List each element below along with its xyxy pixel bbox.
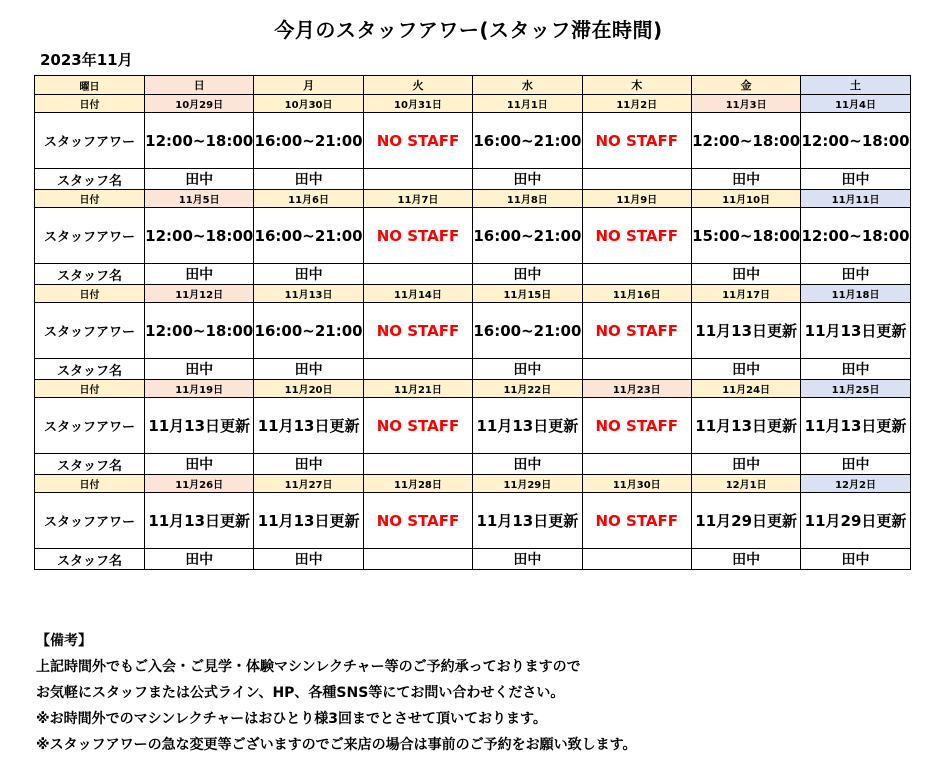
date-cell: 11月1日: [473, 95, 582, 113]
date-cell: 11月7日: [363, 190, 472, 208]
notes-section: [36, 628, 637, 758]
staff-cell: 田中: [473, 264, 582, 285]
hours-cell: 12:00~18:00: [145, 303, 254, 359]
staff-row-label: スタッフ名: [35, 549, 145, 570]
date-row-label: 日付: [35, 285, 145, 303]
hours-cell: NO STAFF: [363, 303, 472, 359]
staff-cell: 田中: [691, 549, 800, 570]
staff-cell: [582, 549, 691, 570]
hours-row: [35, 493, 911, 549]
notes-line: ※スタッフアワーの急な変更等ございますのでご来店の場合は事前のご予約をお願い致します。: [36, 737, 637, 753]
date-cell: 11月25日: [801, 380, 910, 398]
staff-cell: 田中: [801, 264, 910, 285]
hours-row: [35, 303, 911, 359]
hours-cell: 12:00~18:00: [691, 113, 800, 169]
date-cell: 11月29日: [473, 475, 582, 493]
staff-cell: [582, 169, 691, 190]
date-cell: 11月30日: [582, 475, 691, 493]
staff-cell: 田中: [691, 454, 800, 475]
date-cell: 11月4日: [801, 95, 910, 113]
date-cell: 11月13日: [254, 285, 363, 303]
staff-cell: 田中: [691, 264, 800, 285]
staff-cell: 田中: [145, 359, 254, 380]
staff-row-label: スタッフ名: [35, 264, 145, 285]
date-cell: 11月21日: [363, 380, 472, 398]
hours-cell: 16:00~21:00: [473, 208, 582, 264]
staff-row: [35, 169, 911, 190]
hours-cell: 12:00~18:00: [145, 113, 254, 169]
hours-cell: 11月13日更新: [145, 493, 254, 549]
notes-line: お気軽にスタッフまたは公式ライン、HP、各種SNS等にてお問い合わせください。: [36, 685, 565, 701]
hours-cell: 11月29日更新: [801, 493, 910, 549]
hours-cell: 11月13日更新: [473, 398, 582, 454]
hours-cell: NO STAFF: [363, 398, 472, 454]
staff-row-label: スタッフ名: [35, 454, 145, 475]
hours-cell: 11月13日更新: [145, 398, 254, 454]
hours-cell: 16:00~21:00: [473, 113, 582, 169]
hours-cell: NO STAFF: [582, 113, 691, 169]
date-cell: 10月31日: [363, 95, 472, 113]
date-row-label: 日付: [35, 380, 145, 398]
page-title: 今月のスタッフアワー(スタッフ滞在時間): [274, 18, 663, 42]
date-cell: 11月6日: [254, 190, 363, 208]
hours-cell: 11月13日更新: [691, 398, 800, 454]
staff-cell: 田中: [254, 549, 363, 570]
hours-cell: 12:00~18:00: [145, 208, 254, 264]
staff-cell: [363, 264, 472, 285]
date-cell: 11月20日: [254, 380, 363, 398]
date-cell: 11月14日: [363, 285, 472, 303]
staff-row: [35, 264, 911, 285]
staff-cell: 田中: [801, 359, 910, 380]
staff-cell: 田中: [801, 454, 910, 475]
hours-cell: NO STAFF: [582, 493, 691, 549]
hours-row-label: スタッフアワー: [35, 493, 145, 549]
staff-cell: 田中: [145, 264, 254, 285]
hours-cell: 11月13日更新: [254, 493, 363, 549]
date-row-label: 日付: [35, 95, 145, 113]
weekday-header-cell: 金: [691, 76, 800, 95]
staff-hours-table: [34, 75, 911, 570]
date-cell: 11月12日: [145, 285, 254, 303]
staff-cell: [582, 454, 691, 475]
hours-row-label: スタッフアワー: [35, 113, 145, 169]
staff-cell: 田中: [254, 264, 363, 285]
staff-row-label: スタッフ名: [35, 169, 145, 190]
staff-row: [35, 549, 911, 570]
staff-row: [35, 359, 911, 380]
hours-row-label: スタッフアワー: [35, 208, 145, 264]
date-cell: 11月24日: [691, 380, 800, 398]
staff-cell: 田中: [254, 454, 363, 475]
hours-cell: NO STAFF: [363, 493, 472, 549]
hours-cell: 16:00~21:00: [254, 208, 363, 264]
date-cell: 11月19日: [145, 380, 254, 398]
date-cell: 11月5日: [145, 190, 254, 208]
hours-cell: NO STAFF: [582, 398, 691, 454]
weekday-header-row: [35, 76, 911, 95]
hours-cell: 11月13日更新: [801, 303, 910, 359]
staff-cell: 田中: [254, 169, 363, 190]
weekday-header-cell: 月: [254, 76, 363, 95]
hours-cell: 11月13日更新: [473, 493, 582, 549]
date-cell: 11月17日: [691, 285, 800, 303]
staff-cell: 田中: [473, 454, 582, 475]
date-cell: 10月29日: [145, 95, 254, 113]
hours-cell: 12:00~18:00: [801, 113, 910, 169]
staff-cell: [582, 359, 691, 380]
notes-line: 上記時間外でもご入会・ご見学・体験マシンレクチャー等のご予約承っておりますので: [36, 659, 581, 675]
staff-cell: 田中: [691, 169, 800, 190]
staff-cell: 田中: [801, 549, 910, 570]
date-cell: 11月8日: [473, 190, 582, 208]
hours-row: [35, 398, 911, 454]
hours-row: [35, 208, 911, 264]
weekday-header-cell: 土: [801, 76, 910, 95]
date-cell: 11月26日: [145, 475, 254, 493]
staff-cell: [582, 264, 691, 285]
hours-cell: 15:00~18:00: [691, 208, 800, 264]
date-row: [35, 380, 911, 398]
date-cell: 11月18日: [801, 285, 910, 303]
hours-row-label: スタッフアワー: [35, 303, 145, 359]
date-row: [35, 475, 911, 493]
hours-cell: 16:00~21:00: [473, 303, 582, 359]
staff-row-label: スタッフ名: [35, 359, 145, 380]
hours-cell: NO STAFF: [363, 113, 472, 169]
hours-cell: 16:00~21:00: [254, 113, 363, 169]
hours-row-label: スタッフアワー: [35, 398, 145, 454]
date-row: [35, 285, 911, 303]
notes-line: ※お時間外でのマシンレクチャーはおひとり様3回までとさせて頂いております。: [36, 711, 547, 727]
staff-cell: [363, 359, 472, 380]
hours-row: [35, 113, 911, 169]
weekday-header-label: 曜日: [35, 76, 145, 95]
date-row-label: 日付: [35, 475, 145, 493]
date-cell: 11月16日: [582, 285, 691, 303]
staff-cell: 田中: [691, 359, 800, 380]
date-cell: 11月11日: [801, 190, 910, 208]
notes-heading: 【備考】: [36, 633, 92, 649]
staff-cell: 田中: [254, 359, 363, 380]
date-cell: 11月9日: [582, 190, 691, 208]
staff-cell: 田中: [145, 169, 254, 190]
staff-cell: 田中: [801, 169, 910, 190]
staff-row: [35, 454, 911, 475]
staff-cell: [363, 169, 472, 190]
hours-cell: 11月13日更新: [254, 398, 363, 454]
date-cell: 11月2日: [582, 95, 691, 113]
date-cell: 12月2日: [801, 475, 910, 493]
hours-cell: 11月13日更新: [691, 303, 800, 359]
date-cell: 10月30日: [254, 95, 363, 113]
staff-cell: 田中: [473, 359, 582, 380]
staff-cell: [363, 454, 472, 475]
weekday-header-cell: 木: [582, 76, 691, 95]
weekday-header-cell: 水: [473, 76, 582, 95]
date-cell: 11月28日: [363, 475, 472, 493]
date-cell: 12月1日: [691, 475, 800, 493]
date-row: [35, 190, 911, 208]
date-cell: 11月23日: [582, 380, 691, 398]
hours-cell: 11月29日更新: [691, 493, 800, 549]
date-cell: 11月3日: [691, 95, 800, 113]
staff-cell: 田中: [145, 454, 254, 475]
hours-cell: NO STAFF: [582, 208, 691, 264]
date-cell: 11月10日: [691, 190, 800, 208]
hours-cell: NO STAFF: [363, 208, 472, 264]
hours-cell: 12:00~18:00: [801, 208, 910, 264]
month-label: 2023年11月: [40, 51, 133, 69]
weekday-header-cell: 日: [145, 76, 254, 95]
staff-cell: 田中: [145, 549, 254, 570]
date-row-label: 日付: [35, 190, 145, 208]
staff-cell: 田中: [473, 549, 582, 570]
staff-cell: 田中: [473, 169, 582, 190]
date-cell: 11月15日: [473, 285, 582, 303]
date-cell: 11月27日: [254, 475, 363, 493]
hours-cell: 16:00~21:00: [254, 303, 363, 359]
hours-cell: NO STAFF: [582, 303, 691, 359]
hours-cell: 11月13日更新: [801, 398, 910, 454]
date-row: [35, 95, 911, 113]
date-cell: 11月22日: [473, 380, 582, 398]
weekday-header-cell: 火: [363, 76, 472, 95]
staff-cell: [363, 549, 472, 570]
